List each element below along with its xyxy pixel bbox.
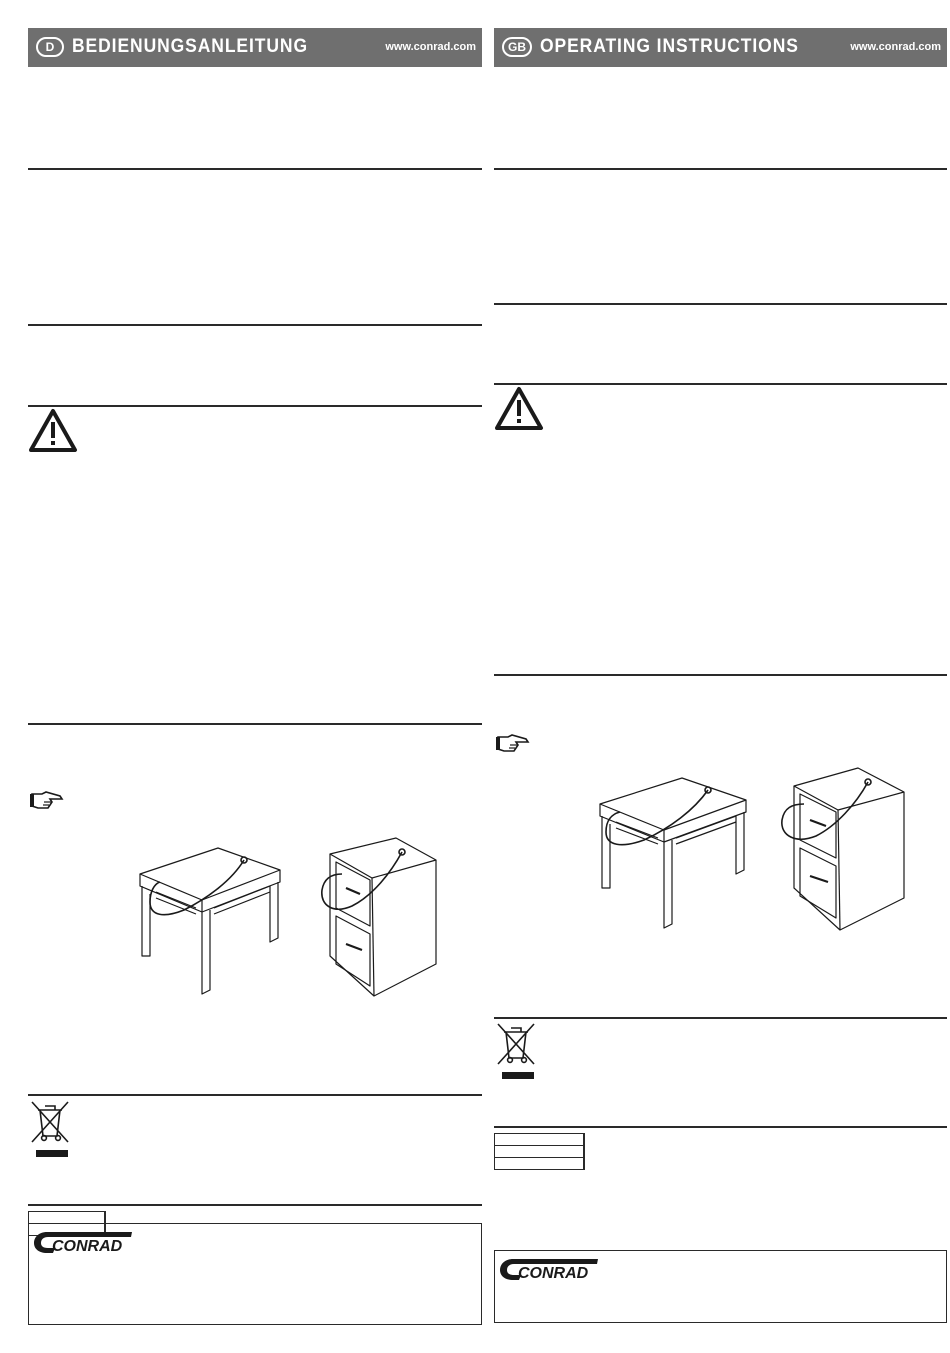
- crossed-bin-icon: [28, 1098, 72, 1160]
- table-row: [495, 1134, 585, 1146]
- section-rule: [494, 1017, 947, 1019]
- section-rule: [494, 383, 947, 385]
- illustration-table-and-cabinet: [120, 834, 450, 1000]
- header-bar-gb: [494, 28, 947, 67]
- warning-triangle-icon: [28, 408, 78, 454]
- section-rule: [494, 303, 947, 305]
- table-row: [29, 1212, 106, 1224]
- language-badge-de: D: [36, 37, 64, 57]
- german-column: [28, 0, 482, 1353]
- pointing-hand-icon: [496, 733, 530, 753]
- header-title-de: BEDIENUNGSANLEITUNG: [72, 36, 308, 57]
- section-rule: [28, 1094, 482, 1096]
- section-rule: [494, 1126, 947, 1128]
- illustration-table-and-cabinet: [578, 764, 912, 934]
- conrad-logo: [33, 1229, 133, 1255]
- conrad-imprint-box-de: [28, 1223, 482, 1325]
- section-rule: [28, 324, 482, 326]
- conrad-imprint-box-gb: [494, 1250, 947, 1323]
- conrad-logo-text: CONRAD: [52, 1238, 123, 1255]
- warning-triangle-icon: [494, 386, 544, 432]
- section-rule: [28, 405, 482, 407]
- crossed-bin-icon: [494, 1020, 538, 1082]
- section-rule: [28, 168, 482, 170]
- table-row: [495, 1146, 585, 1158]
- section-rule: [494, 674, 947, 676]
- header-title-gb: OPERATING INSTRUCTIONS: [540, 36, 799, 57]
- header-url-gb: www.conrad.com: [850, 41, 941, 53]
- header-bar-de: [28, 28, 482, 67]
- header-url-de: www.conrad.com: [385, 41, 476, 53]
- language-badge-gb: GB: [502, 37, 532, 57]
- conrad-logo-text: CONRAD: [518, 1265, 589, 1282]
- section-rule: [28, 723, 482, 725]
- section-rule: [28, 1204, 482, 1206]
- table-row: [495, 1158, 585, 1170]
- pointing-hand-icon: [30, 790, 64, 810]
- section-rule: [494, 168, 947, 170]
- info-table-gb: [494, 1133, 585, 1170]
- english-column: [494, 0, 947, 1353]
- conrad-logo: [499, 1256, 599, 1282]
